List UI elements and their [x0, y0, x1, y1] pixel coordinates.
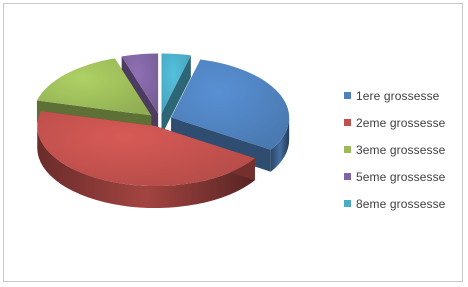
chart-legend	[344, 82, 464, 217]
legend-item-3eme-grossesse	[344, 136, 464, 163]
legend-item-5eme-grossesse	[344, 163, 464, 190]
legend-swatch	[344, 173, 351, 180]
legend-swatch	[344, 92, 351, 99]
legend-swatch	[344, 200, 351, 207]
pie-slices	[37, 53, 289, 208]
legend-label: 2eme grossesse	[356, 115, 446, 130]
legend-item-1ere-grossesse	[344, 82, 464, 109]
legend-swatch	[344, 119, 351, 126]
legend-item-8eme-grossesse	[344, 190, 464, 217]
legend-label: 5eme grossesse	[356, 169, 446, 184]
legend-swatch	[344, 146, 351, 153]
legend-label: 3eme grossesse	[356, 142, 446, 157]
legend-label: 1ere grossesse	[356, 88, 440, 103]
legend-item-2eme-grossesse	[344, 109, 464, 136]
legend-label: 8eme grossesse	[356, 196, 446, 211]
